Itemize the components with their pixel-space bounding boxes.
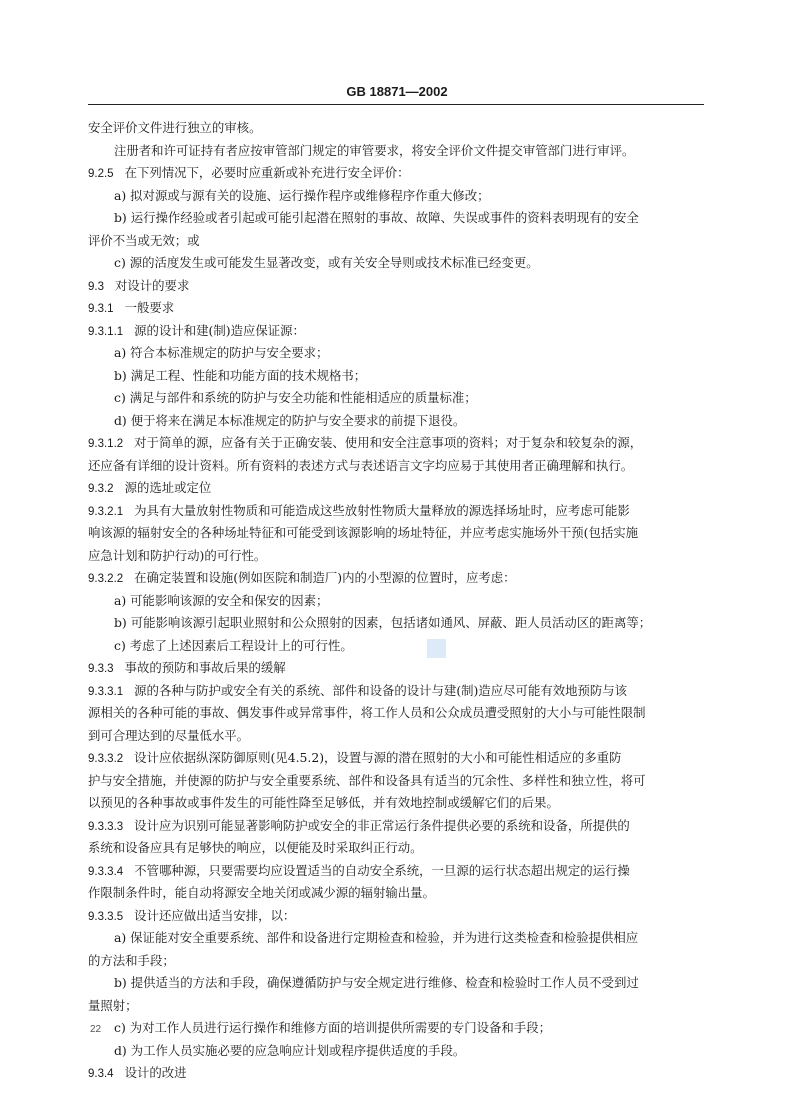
line-text: 不管哪种源，只要需要均应设置适当的自动安全系统，一旦源的运行状态超出规定的运行操 — [134, 862, 630, 878]
line-text: 为具有大量放射性物质和可能造成这些放射性物质大量释放的源选择场址时，应考虑可能影 — [134, 502, 630, 518]
text-line — [88, 725, 704, 748]
section-line — [88, 500, 704, 523]
section-line — [88, 1062, 704, 1085]
line-text: a) 保证能对安全重要系统、部件和设备进行定期检查和检验，并为进行这类检查和检验提供相应 — [114, 930, 639, 945]
text-line — [88, 837, 704, 860]
header-rule — [88, 104, 704, 105]
line-text: a) 拟对源或与源有关的设施、运行操作程序或维修程序作重大修改； — [114, 187, 490, 203]
section-number: 9.3.3.1 — [88, 685, 124, 698]
line-text: a) 可能影响该源的安全和保安的因素； — [114, 592, 329, 608]
text-line — [88, 972, 704, 995]
line-text: 在确定装置和设施(例如医院和制造厂)内的小型源的位置时，应考虑： — [134, 570, 516, 585]
section-number: 9.2.5 — [88, 168, 114, 180]
section-number: 9.3.3.4 — [88, 865, 124, 878]
line-text: 作限制条件时，能自动将源安全地关闭或减少源的辐射输出量。 — [88, 885, 435, 900]
line-text: b) 提供适当的方法和手段，确保遵循防护与安全规定进行维修、检查和检验时工作人员不受到过 — [114, 975, 639, 990]
section-line — [88, 432, 704, 455]
text-line — [88, 545, 704, 568]
text-line — [88, 117, 704, 140]
line-text: b) 运行操作经验或者引起或可能引起潜在照射的事故、故障、失误或事件的资料表明现有的安全 — [114, 210, 639, 225]
text-line — [88, 455, 704, 478]
section-line — [88, 815, 704, 838]
section-number: 9.3.1.1 — [88, 325, 124, 338]
section-number: 9.3.4 — [88, 1068, 114, 1080]
section-number: 9.3 — [88, 280, 104, 293]
section-line — [88, 905, 704, 928]
line-text: 源相关的各种可能的事故、偶发事件或异常事件，将工作人员和公众成员遭受照射的大小与可能性限制 — [88, 705, 646, 720]
line-text: c) 为对工作人员进行运行操作和维修方面的培训提供所需要的专门设备和手段； — [114, 1020, 551, 1035]
text-line — [88, 770, 704, 793]
text-line — [88, 185, 704, 208]
line-text: 源的各种与防护或安全有关的系统、部件和设备的设计与建(制)造应尽可能有效地预防与该 — [134, 682, 628, 698]
line-text: 到可合理达到的尽量低水平。 — [88, 727, 250, 743]
line-text: 一般要求 — [124, 300, 175, 315]
section-number: 9.3.3.3 — [88, 820, 124, 833]
section-number: 9.3.3.5 — [88, 910, 124, 923]
section-line — [88, 275, 704, 298]
line-text: d) 便于将来在满足本标准规定的防护与安全要求的前提下退役。 — [114, 412, 466, 428]
line-text: 设计应为识别可能显著影响防护或安全的非正常运行条件提供必要的系统和设备，所提供的 — [134, 817, 630, 833]
line-text: 设计还应做出适当安排，以： — [134, 907, 296, 923]
line-text: 护与安全措施，并使源的防护与安全重要系统、部件和设备具有适当的冗余性、多样性和独立性，将可 — [88, 772, 646, 788]
line-text: 设计的改进 — [124, 1065, 187, 1080]
page-number: 22 — [90, 1024, 102, 1035]
line-text: 源的选址或定位 — [124, 480, 212, 495]
section-line — [88, 477, 704, 500]
section-line — [88, 567, 704, 590]
section-line — [88, 320, 704, 343]
line-text: 的方法和手段； — [88, 952, 175, 968]
section-number: 9.3.1.2 — [88, 438, 124, 450]
line-text: b) 满足工程、性能和功能方面的技术规格书； — [114, 367, 367, 383]
line-text: 量照射； — [88, 997, 138, 1013]
section-line — [88, 162, 704, 185]
text-line — [88, 410, 704, 433]
section-number: 9.3.3.2 — [88, 753, 124, 765]
text-line — [88, 365, 704, 388]
section-line — [88, 747, 704, 770]
text-line — [88, 522, 704, 545]
line-text: 响该源的辐射安全的各种场址特征和可能受到该源影响的场址特征，并应考虑实施场外干预(包括实施 — [88, 525, 639, 540]
line-text: 安全评价文件进行独立的审核。 — [88, 120, 262, 135]
line-text: 以预见的各种事故或事件发生的可能性降至足够低，并有效地控制或缓解它们的后果。 — [88, 795, 559, 810]
page-header: GB 18871—2002 — [346, 84, 448, 99]
text-line — [88, 590, 704, 613]
text-line — [88, 950, 704, 973]
text-line — [88, 612, 704, 635]
line-text: d) 为工作人员实施必要的应急响应计划或程序提供适度的手段。 — [114, 1042, 466, 1058]
line-text: 对设计的要求 — [115, 277, 190, 293]
line-text: a) 符合本标准规定的防护与安全要求； — [114, 345, 329, 360]
section-line — [88, 297, 704, 320]
section-number: 9.3.2.2 — [88, 573, 124, 585]
line-text: 评价不当或无效；或 — [88, 232, 200, 248]
text-line — [88, 387, 704, 410]
line-text: 设计应依据纵深防御原则(见4.5.2)，设置与源的潜在照射的大小和可能性相适应的多重防 — [134, 750, 622, 765]
text-line — [88, 207, 704, 230]
line-text: 还应备有详细的设计资料。所有资料的表述方式与表述语言文字均应易于其使用者正确理解和执行。 — [88, 457, 634, 473]
text-line — [88, 252, 704, 275]
text-line — [88, 882, 704, 905]
section-line — [88, 657, 704, 680]
section-number: 9.3.1 — [88, 303, 114, 315]
line-text: 系统和设备应具有足够快的响应，以便能及时采取纠正行动。 — [88, 840, 423, 855]
line-text: c) 源的活度发生或可能发生显著改变，或有关安全导则或技术标准已经变更。 — [114, 255, 539, 270]
document-body — [88, 117, 704, 1085]
section-line — [88, 860, 704, 883]
line-text: 源的设计和建(制)造应保证源： — [134, 322, 305, 338]
text-line — [88, 1017, 704, 1040]
text-line — [88, 230, 704, 253]
line-text: c) 考虑了上述因素后工程设计上的可行性。 — [114, 637, 353, 653]
line-text: 对于简单的源，应备有关于正确安装、使用和安全注意事项的资料；对于复杂和较复杂的源， — [134, 435, 643, 450]
text-line — [88, 995, 704, 1018]
line-text: 应急计划和防护行动)的可行性。 — [88, 547, 267, 563]
section-number: 9.3.3 — [88, 663, 114, 675]
line-text: c) 满足与部件和系统的防护与安全功能和性能相适应的质量标准； — [114, 390, 477, 405]
text-line — [88, 342, 704, 365]
line-text: 事故的预防和事故后果的缓解 — [124, 660, 286, 675]
section-line — [88, 680, 704, 703]
line-text: b) 可能影响该源引起职业照射和公众照射的因素，包括诸如通风、屏蔽、距人员活动区的距离等； — [114, 615, 652, 630]
text-line — [88, 635, 704, 658]
line-text: 在下列情况下，必要时应重新或补充进行安全评价： — [124, 165, 410, 180]
line-text: 注册者和许可证持有者应按审管部门规定的审管要求，将安全评价文件提交审管部门进行审评。 — [114, 142, 635, 158]
text-line — [88, 1040, 704, 1063]
text-line — [88, 702, 704, 725]
text-line — [88, 140, 704, 163]
text-line — [88, 792, 704, 815]
section-number: 9.3.2.1 — [88, 505, 124, 518]
section-number: 9.3.2 — [88, 483, 114, 495]
text-line — [88, 927, 704, 950]
